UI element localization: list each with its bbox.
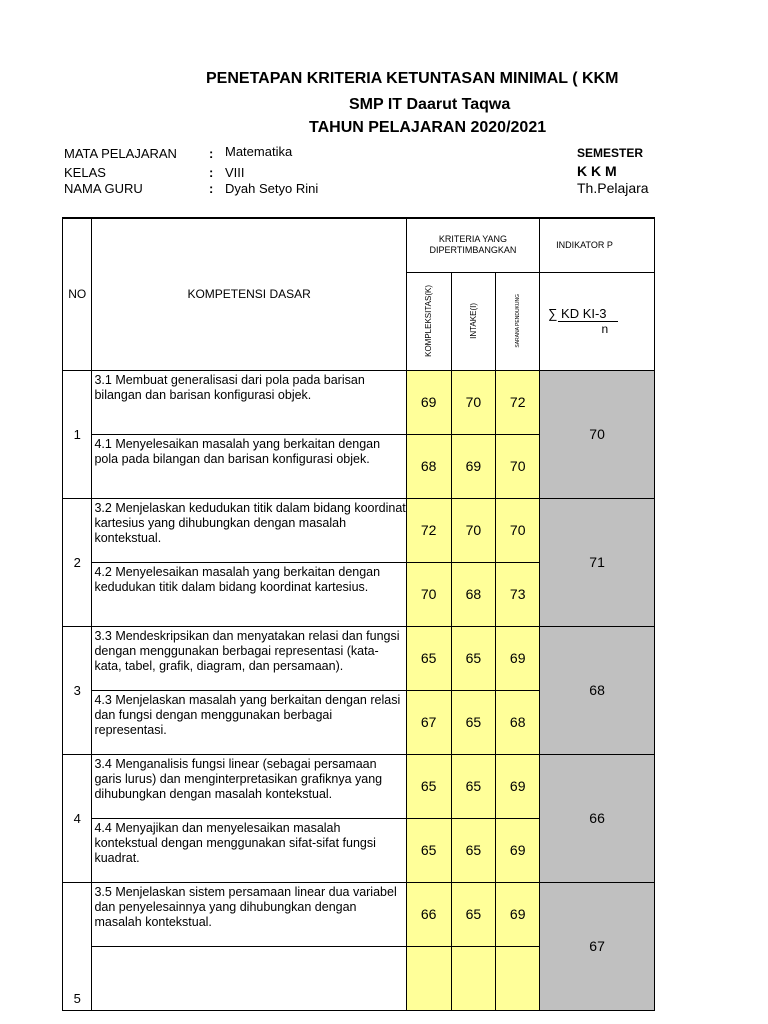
row-number: 5 <box>63 882 92 1010</box>
sarana-value: 70 <box>496 434 540 498</box>
sarana-value: 72 <box>496 370 540 434</box>
sarana-value: 69 <box>496 882 540 946</box>
intake-value: 69 <box>451 434 496 498</box>
col-intake-header: INTAKE(I) <box>468 303 478 339</box>
sarana-value: 69 <box>496 754 540 818</box>
kompleksitas-value: 67 <box>406 690 451 754</box>
row-number: 2 <box>63 498 92 626</box>
sarana-value: 70 <box>496 498 540 562</box>
table-row <box>63 370 655 434</box>
kompleksitas-value: 65 <box>406 754 451 818</box>
kompleksitas-value: 68 <box>406 434 451 498</box>
th-pelajaran-label: Th.Pelajara <box>577 180 649 196</box>
col-indikator-header: INDIKATOR P <box>540 218 655 272</box>
row-number: 3 <box>63 626 92 754</box>
kompleksitas-value: 65 <box>406 818 451 882</box>
row-number: 4 <box>63 754 92 882</box>
table-row <box>63 754 655 818</box>
kompleksitas-value: 66 <box>406 882 451 946</box>
kkm-value: 68 <box>540 626 655 754</box>
intake-value: 65 <box>451 882 496 946</box>
table-row <box>63 882 655 946</box>
kelas-label: KELAS <box>64 165 106 180</box>
sum-divisor: n <box>558 321 618 336</box>
kd-text: 4.3 Menjelaskan masalah yang berkaitan dengan relasi dan fungsi dengan menggunakan berbagai representasi. <box>92 690 406 754</box>
sarana-value: 69 <box>496 626 540 690</box>
kd-text: 3.4 Menganalisis fungsi linear (sebagai persamaan garis lurus) dan menginterpretasikan grafiknya yang dihubungkan dengan masalah kontekstual. <box>92 754 406 818</box>
intake-value: 65 <box>451 754 496 818</box>
kd-text: 4.1 Menyelesaikan masalah yang berkaitan dengan pola pada bilangan dan barisan konfigurasi objek. <box>92 434 406 498</box>
intake-value: 70 <box>451 370 496 434</box>
kompleksitas-value: 72 <box>406 498 451 562</box>
intake-value: 65 <box>451 626 496 690</box>
colon: : <box>209 165 214 180</box>
kkm-value: 71 <box>540 498 655 626</box>
colon: : <box>209 146 214 161</box>
guru-label: NAMA GURU <box>64 181 143 196</box>
intake-value: 65 <box>451 818 496 882</box>
col-kompleksitas-header: KOMPLEKSITAS(K) <box>424 285 434 357</box>
intake-value: 70 <box>451 498 496 562</box>
sarana-value: 68 <box>496 690 540 754</box>
kd-text: 3.2 Menjelaskan kedudukan titik dalam bidang koordinat kartesius yang dihubungkan dengan masalah kontekstual. <box>92 498 406 562</box>
intake-value <box>451 946 496 1010</box>
col-kd-header: KOMPETENSI DASAR <box>92 218 406 370</box>
kd-text <box>92 946 406 1010</box>
mapel-value: Matematika <box>225 144 293 159</box>
kd-text: 4.4 Menyajikan dan menyelesaikan masalah kontekstual dengan menggunakan sifat-sifat fungsi kuadrat. <box>92 818 406 882</box>
kd-text: 3.3 Mendeskripsikan dan menyatakan relasi dan fungsi dengan menggunakan berbagai representasi (kata-kata, tabel, grafik, diagram, dan persamaan). <box>92 626 406 690</box>
sarana-value <box>496 946 540 1010</box>
col-no-header: NO <box>63 218 92 370</box>
kelas-value: VIII <box>225 165 245 180</box>
row-number: 1 <box>63 370 92 498</box>
kkm-value: 70 <box>540 370 655 498</box>
doc-title: PENETAPAN KRITERIA KETUNTASAN MINIMAL ( KKM <box>206 70 619 87</box>
col-sarana-header: SARANA PENDUKUNG <box>514 294 521 348</box>
colon: : <box>209 181 214 196</box>
sarana-value: 69 <box>496 818 540 882</box>
col-kriteria-header: KRITERIA YANG DIPERTIMBANGKAN <box>406 218 539 272</box>
sum-formula: ∑ KD KI-3 <box>548 306 607 321</box>
guru-value: Dyah Setyo Rini <box>225 181 319 196</box>
academic-year: TAHUN PELAJARAN 2020/2021 <box>309 119 547 136</box>
kompleksitas-value: 65 <box>406 626 451 690</box>
kompleksitas-value <box>406 946 451 1010</box>
kd-text: 4.2 Menyelesaikan masalah yang berkaitan dengan kedudukan titik dalam bidang koordinat kartesius. <box>92 562 406 626</box>
intake-value: 65 <box>451 690 496 754</box>
kkm-label: K K M <box>577 163 617 179</box>
kd-text: 3.5 Menjelaskan sistem persamaan linear dua variabel dan penyelesainnya yang dihubungkan dengan masalah kontekstual. <box>92 882 406 946</box>
kompleksitas-value: 69 <box>406 370 451 434</box>
semester-label: SEMESTER <box>577 146 644 160</box>
kkm-value: 66 <box>540 754 655 882</box>
intake-value: 68 <box>451 562 496 626</box>
col-sum-header <box>540 272 655 370</box>
mapel-label: MATA PELAJARAN <box>64 146 177 161</box>
kkm-value: 67 <box>540 882 655 1010</box>
table-row <box>63 626 655 690</box>
table-row <box>63 498 655 562</box>
kkm-table <box>62 217 655 1011</box>
kd-text: 3.1 Membuat generalisasi dari pola pada barisan bilangan dan barisan konfigurasi objek. <box>92 370 406 434</box>
kompleksitas-value: 70 <box>406 562 451 626</box>
sarana-value: 73 <box>496 562 540 626</box>
school-name: SMP IT Daarut Taqwa <box>349 96 511 113</box>
